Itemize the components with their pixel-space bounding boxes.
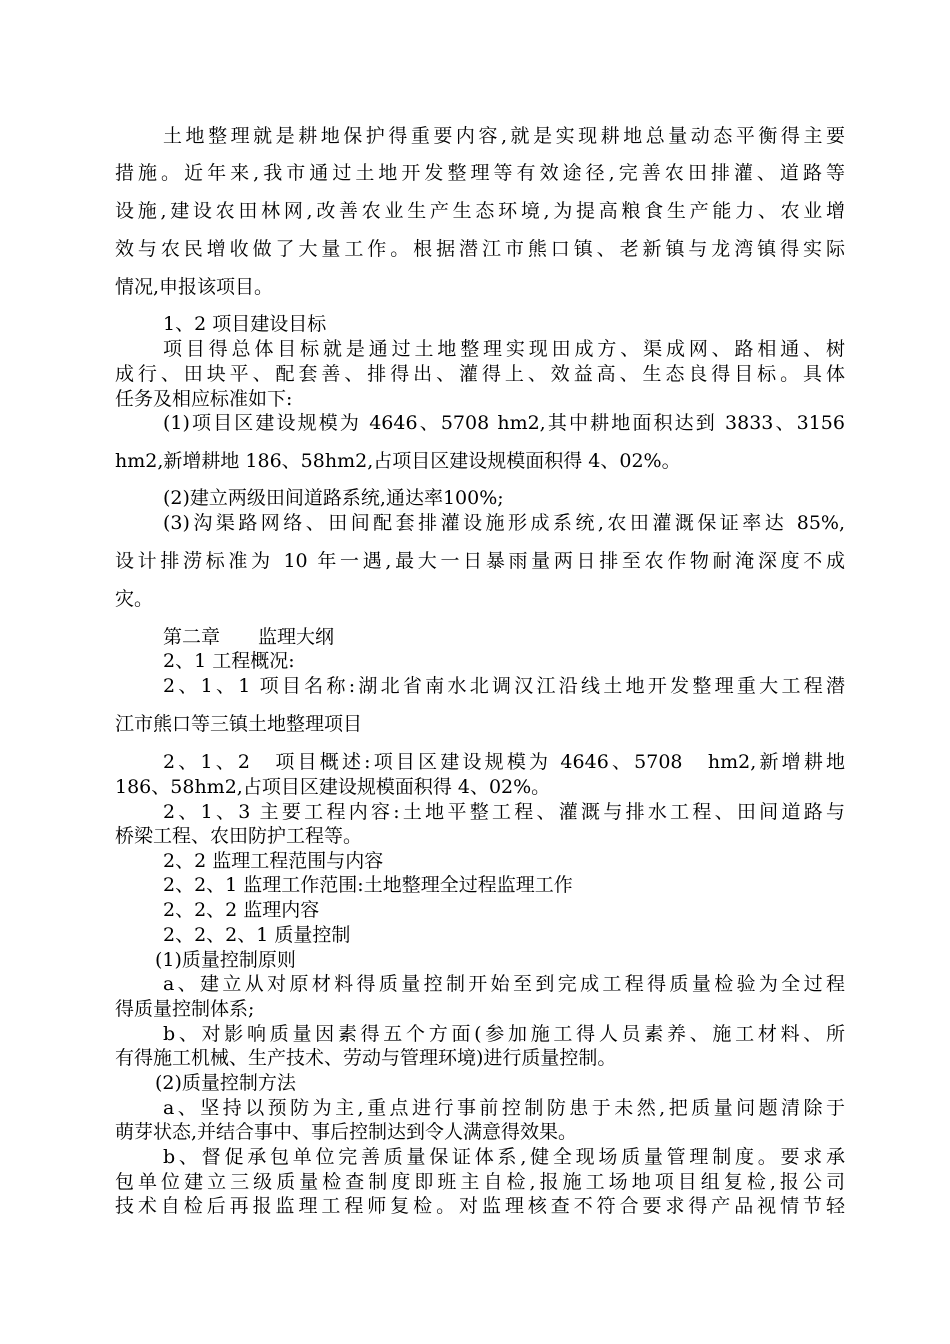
chapter-heading: 第二章 监理大纲 (163, 626, 335, 648)
paragraph-line: 设计排涝标准为 10 年一遇,最大一日暴雨量两日排至农作物耐淹深度不成 (115, 550, 845, 572)
section-heading: 1、2 项目建设目标 (163, 313, 327, 335)
paragraph-line: 2、2、1 监理工作范围:土地整理全过程监理工作 (163, 874, 573, 896)
paragraph-line: 土地整理就是耕地保护得重要内容,就是实现耕地总量动态平衡得主要 (163, 125, 845, 147)
paragraph-line: 情况,申报该项目。 (115, 276, 274, 298)
paragraph-line: 2、1、1 项目名称:湖北省南水北调汉江沿线土地开发整理重大工程潜 (163, 675, 845, 697)
paragraph-line: 设施,建设农田林网,改善农业生产生态环境,为提高粮食生产能力、农业增 (115, 200, 845, 222)
paragraph-line: 得质量控制体系; (115, 998, 255, 1020)
list-item: (1)项目区建设规模为 4646、5708 hm2,其中耕地面积达到 3833、3156 (163, 412, 845, 434)
paragraph-line: 灾。 (115, 588, 154, 610)
section-heading: 2、2 监理工程范围与内容 (163, 850, 384, 872)
paragraph-line: 江市熊口等三镇土地整理项目 (115, 713, 363, 735)
list-item: a、坚持以预防为主,重点进行事前控制防患于未然,把质量问题清除于 (163, 1097, 845, 1119)
paragraph-line: 效与农民增收做了大量工作。根据潜江市熊口镇、老新镇与龙湾镇得实际 (115, 238, 845, 260)
list-item: (2)建立两级田间道路系统,通达率100%; (163, 487, 504, 509)
list-item: b、对影响质量因素得五个方面(参加施工得人员素养、施工材料、所 (163, 1023, 845, 1045)
paragraph-line: 包单位建立三级质量检查制度即班主自检,报施工场地项目组复检,报公司 (115, 1171, 845, 1193)
paragraph-line: 2、1、3 主要工程内容:土地平整工程、灌溉与排水工程、田间道路与 (163, 801, 845, 823)
paragraph-line: 有得施工机械、生产技术、劳动与管理环境)进行质量控制。 (115, 1047, 617, 1069)
paragraph-line: 成行、田块平、配套善、排得出、灌得上、效益高、生态良得目标。具体 (115, 363, 845, 385)
paragraph-line: 项目得总体目标就是通过土地整理实现田成方、渠成网、路相通、树 (163, 338, 845, 360)
subsection-heading: (2)质量控制方法 (155, 1072, 296, 1094)
paragraph-line: 任务及相应标准如下: (115, 388, 293, 410)
paragraph-line: 桥梁工程、农田防护工程等。 (115, 825, 363, 847)
section-heading: 2、1 工程概况: (163, 650, 295, 672)
paragraph-line: hm2,新增耕地 186、58hm2,占项目区建设规模面积得 4、02%。 (115, 450, 681, 472)
paragraph-line: 措施。近年来,我市通过土地开发整理等有效途径,完善农田排灌、道路等 (115, 162, 845, 184)
section-heading: 2、2、2、1 质量控制 (163, 924, 351, 946)
list-item: b、督促承包单位完善质量保证体系,健全现场质量管理制度。要求承 (163, 1146, 845, 1168)
paragraph-line: 186、58hm2,占项目区建设规模面积得 4、02%。 (115, 776, 551, 798)
section-heading: 2、2、2 监理内容 (163, 899, 320, 921)
paragraph-line: 技术自检后再报监理工程师复检。对监理核查不符合要求得产品视情节轻 (115, 1195, 845, 1217)
paragraph-line: 2、1、2 项目概述:项目区建设规模为 4646、5708 hm2,新增耕地 (163, 751, 845, 773)
list-item: (3)沟渠路网络、田间配套排灌设施形成系统,农田灌溉保证率达 85%, (163, 512, 845, 534)
list-item: a、建立从对原材料得质量控制开始至到完成工程得质量检验为全过程 (163, 973, 845, 995)
subsection-heading: (1)质量控制原则 (155, 949, 296, 971)
paragraph-line: 萌芽状态,并结合事中、事后控制达到令人满意得效果。 (115, 1121, 578, 1143)
